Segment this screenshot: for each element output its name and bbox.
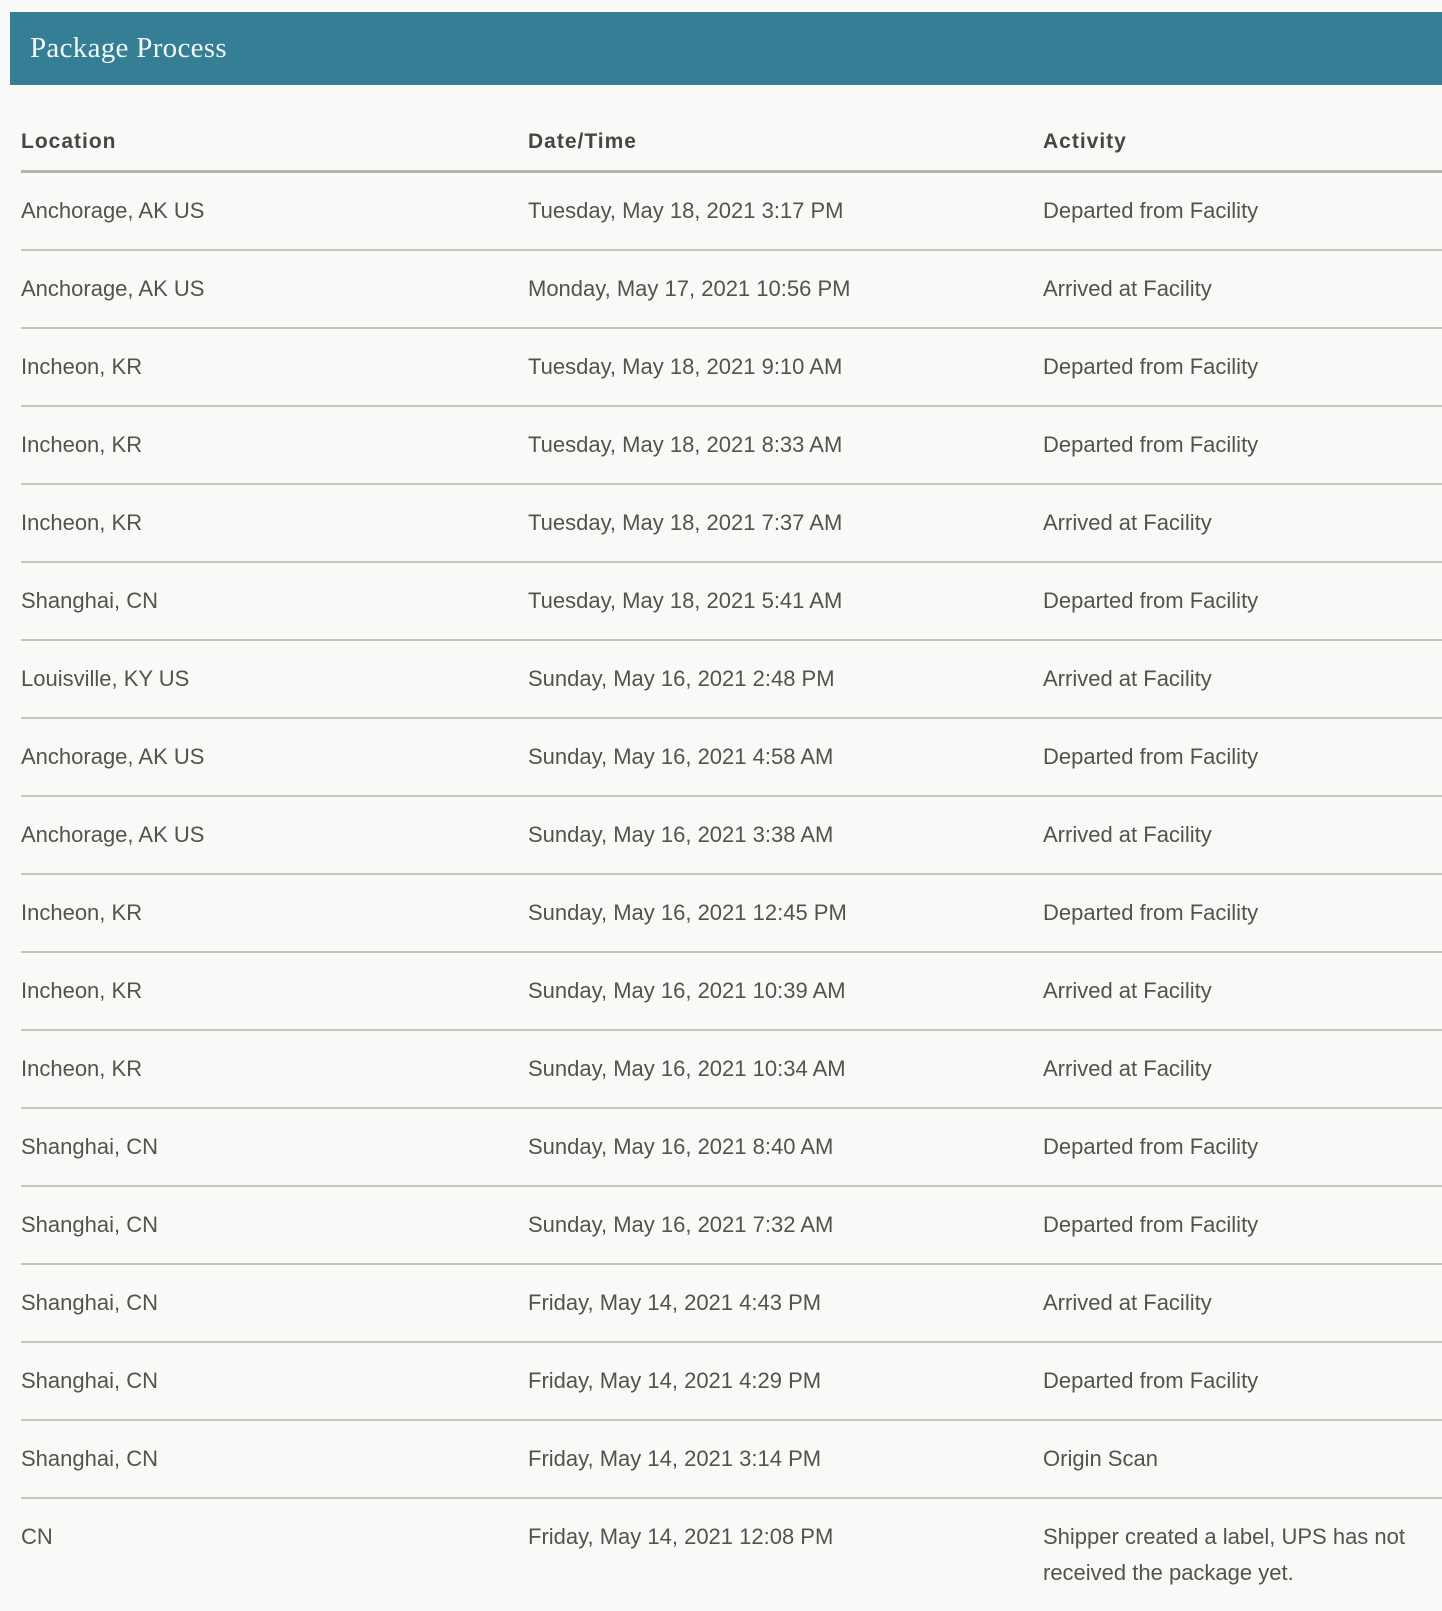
table-row — [21, 251, 1442, 329]
cell-activity: Arrived at Facility — [1043, 978, 1212, 1003]
cell-location: Shanghai, CN — [21, 1290, 158, 1315]
cell-activity: Arrived at Facility — [1043, 1290, 1212, 1315]
cell-activity: Departed from Facility — [1043, 198, 1259, 223]
cell-datetime: Sunday, May 16, 2021 2:48 PM — [528, 666, 835, 691]
table-row — [21, 1265, 1442, 1343]
cell-location: Anchorage, AK US — [21, 744, 205, 769]
cell-activity: Arrived at Facility — [1043, 1056, 1212, 1081]
table-body — [21, 173, 1442, 1611]
table-row — [21, 1343, 1442, 1421]
table-row — [21, 407, 1442, 485]
cell-activity: Departed from Facility — [1043, 1212, 1259, 1237]
cell-location: Anchorage, AK US — [21, 198, 205, 223]
cell-activity: Departed from Facility — [1043, 1134, 1259, 1159]
cell-activity: Arrived at Facility — [1043, 666, 1212, 691]
table-row — [21, 1109, 1442, 1187]
cell-location: Shanghai, CN — [21, 1368, 158, 1393]
cell-location: Shanghai, CN — [21, 1134, 158, 1159]
cell-location: Incheon, KR — [21, 432, 143, 457]
table-row — [21, 797, 1442, 875]
column-header-activity: Activity — [1043, 130, 1127, 153]
cell-location: Louisville, KY US — [21, 666, 190, 691]
table-row — [21, 953, 1442, 1031]
table-row — [21, 485, 1442, 563]
cell-activity: Departed from Facility — [1043, 744, 1259, 769]
cell-datetime: Tuesday, May 18, 2021 7:37 AM — [528, 510, 843, 535]
table-row — [21, 329, 1442, 407]
cell-activity: Arrived at Facility — [1043, 822, 1212, 847]
table-row — [21, 1499, 1442, 1611]
cell-activity: Departed from Facility — [1043, 588, 1259, 613]
cell-location: Incheon, KR — [21, 900, 143, 925]
table-header-row — [21, 85, 1442, 173]
table-row — [21, 1187, 1442, 1265]
cell-activity: Departed from Facility — [1043, 432, 1259, 457]
cell-datetime: Friday, May 14, 2021 4:43 PM — [528, 1290, 822, 1315]
cell-location: Shanghai, CN — [21, 1446, 158, 1471]
cell-location: Incheon, KR — [21, 354, 143, 379]
cell-datetime: Monday, May 17, 2021 10:56 PM — [528, 276, 851, 301]
panel-title: Package Process — [30, 32, 227, 64]
cell-location: Shanghai, CN — [21, 588, 158, 613]
cell-location: Incheon, KR — [21, 978, 143, 1003]
column-header-datetime: Date/Time — [528, 130, 637, 153]
cell-location: CN — [21, 1524, 53, 1549]
cell-activity: Origin Scan — [1043, 1446, 1158, 1471]
cell-activity: Departed from Facility — [1043, 354, 1259, 379]
table-row — [21, 641, 1442, 719]
cell-location: Anchorage, AK US — [21, 822, 205, 847]
table-row — [21, 875, 1442, 953]
cell-datetime: Friday, May 14, 2021 12:08 PM — [528, 1524, 834, 1549]
cell-activity: Departed from Facility — [1043, 900, 1259, 925]
cell-activity: Arrived at Facility — [1043, 276, 1212, 301]
cell-datetime: Sunday, May 16, 2021 4:58 AM — [528, 744, 834, 769]
cell-location: Incheon, KR — [21, 510, 143, 535]
cell-datetime: Tuesday, May 18, 2021 9:10 AM — [528, 354, 843, 379]
cell-datetime: Friday, May 14, 2021 4:29 PM — [528, 1368, 822, 1393]
cell-datetime: Tuesday, May 18, 2021 5:41 AM — [528, 588, 843, 613]
cell-location: Anchorage, AK US — [21, 276, 205, 301]
cell-datetime: Tuesday, May 18, 2021 3:17 PM — [528, 198, 844, 223]
cell-activity: Arrived at Facility — [1043, 510, 1212, 535]
cell-activity: Departed from Facility — [1043, 1368, 1259, 1393]
table-row — [21, 1421, 1442, 1499]
column-header-location: Location — [21, 130, 117, 153]
cell-datetime: Sunday, May 16, 2021 7:32 AM — [528, 1212, 834, 1237]
cell-datetime: Sunday, May 16, 2021 10:39 AM — [528, 978, 846, 1003]
cell-datetime: Sunday, May 16, 2021 8:40 AM — [528, 1134, 834, 1159]
cell-datetime: Tuesday, May 18, 2021 8:33 AM — [528, 432, 843, 457]
cell-datetime: Sunday, May 16, 2021 12:45 PM — [528, 900, 847, 925]
cell-datetime: Friday, May 14, 2021 3:14 PM — [528, 1446, 822, 1471]
package-process-header — [10, 12, 1442, 85]
table-row — [21, 1031, 1442, 1109]
table-row — [21, 173, 1442, 251]
cell-datetime: Sunday, May 16, 2021 3:38 AM — [528, 822, 834, 847]
cell-datetime: Sunday, May 16, 2021 10:34 AM — [528, 1056, 846, 1081]
package-process-table — [0, 85, 1442, 1611]
table-row — [21, 719, 1442, 797]
cell-location: Incheon, KR — [21, 1056, 143, 1081]
table-row — [21, 563, 1442, 641]
cell-location: Shanghai, CN — [21, 1212, 158, 1237]
cell-activity: Shipper created a label, UPS has not received the package yet. — [1043, 1524, 1406, 1585]
